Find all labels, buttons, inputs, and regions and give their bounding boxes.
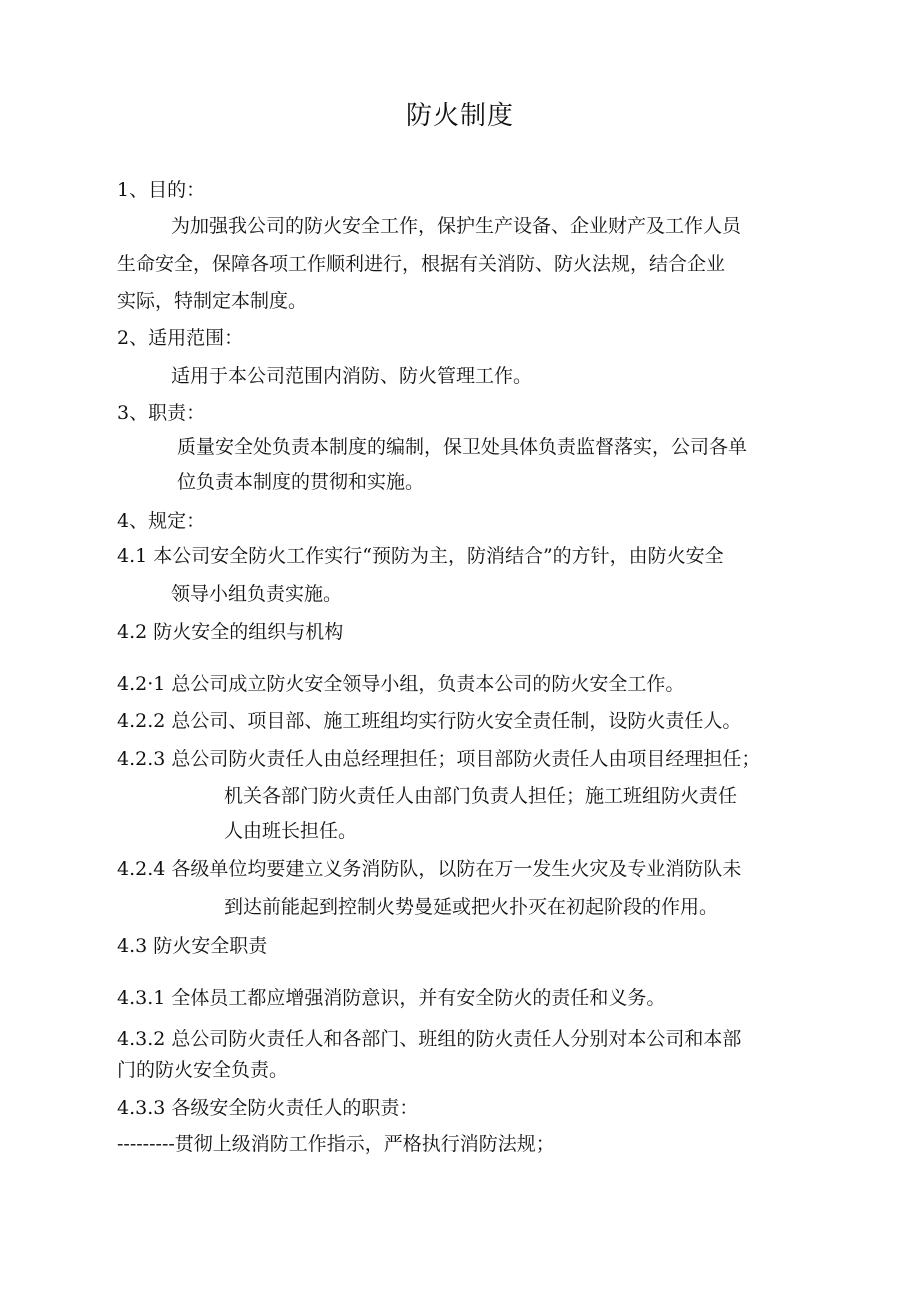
section-heading-rules: 4、规定： bbox=[117, 510, 206, 532]
clause-line: 机关各部门防火责任人由部门负责人担任；施工班组防火责任 bbox=[224, 785, 738, 807]
list-item: ---------贯彻上级消防工作指示，严格执行消防法规； bbox=[117, 1133, 555, 1155]
paragraph-line: 生命安全，保障各项工作顺利进行，根据有关消防、防火法规，结合企业 bbox=[117, 253, 726, 275]
paragraph-line: 实际，特制定本制度。 bbox=[117, 290, 308, 312]
document-title: 防火制度 bbox=[405, 101, 514, 131]
paragraph-line: 为加强我公司的防火安全工作，保护生产设备、企业财产及工作人员 bbox=[171, 215, 742, 237]
clause-line: 人由班长担任。 bbox=[224, 820, 358, 842]
clause-line: 4.3.3 各级安全防火责任人的职责： bbox=[117, 1097, 419, 1119]
clause-line: 门的防火安全负责。 bbox=[117, 1059, 289, 1081]
clause-line: 4.2·1 总公司成立防火安全领导小组，负责本公司的防火安全工作。 bbox=[117, 673, 685, 695]
paragraph-line: 质量安全处负责本制度的编制，保卫处具体负责监督落实，公司各单 bbox=[177, 436, 748, 458]
clause-line: 到达前能起到控制火势曼延或把火扑灭在初起阶段的作用。 bbox=[224, 896, 719, 918]
section-heading-purpose: 1、目的： bbox=[117, 179, 206, 201]
clause-line: 4.3.2 总公司防火责任人和各部门、班组的防火责任人分别对本公司和本部 bbox=[117, 1028, 742, 1050]
clause-line: 4.1 本公司安全防火工作实行“预防为主，防消结合”的方针，由防火安全 bbox=[117, 545, 724, 567]
clause-line: 4.3.1 全体员工都应增强消防意识，并有安全防火的责任和义务。 bbox=[117, 987, 666, 1009]
section-heading-duties: 3、职责： bbox=[117, 402, 206, 424]
section-heading-scope: 2、适用范围： bbox=[117, 327, 244, 349]
clause-line: 4.2.2 总公司、项目部、施工班组均实行防火安全责任制，设防火责任人。 bbox=[117, 710, 742, 732]
clause-line: 4.2.3 总公司防火责任人由总经理担任；项目部防火责任人由项目经理担任； bbox=[117, 748, 761, 770]
paragraph-line: 位负责本制度的贯彻和实施。 bbox=[177, 471, 425, 493]
clause-heading: 4.3 防火安全职责 bbox=[117, 935, 268, 957]
clause-line: 领导小组负责实施。 bbox=[171, 583, 343, 605]
paragraph-line: 适用于本公司范围内消防、防火管理工作。 bbox=[171, 365, 533, 387]
clause-line: 4.2.4 各级单位均要建立义务消防队，以防在万一发生火灾及专业消防队未 bbox=[117, 858, 742, 880]
clause-heading: 4.2 防火安全的组织与机构 bbox=[117, 621, 344, 643]
